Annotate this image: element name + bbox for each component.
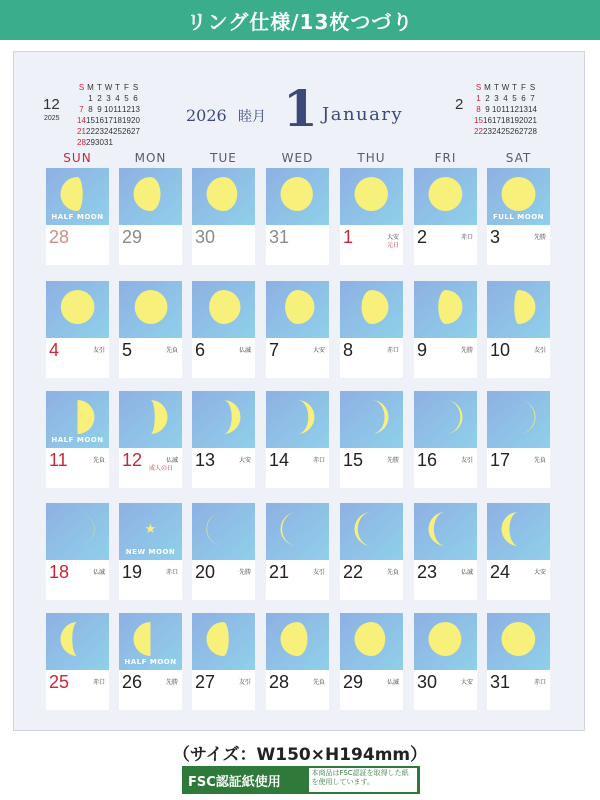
- mini-prev-dow: F: [124, 83, 129, 92]
- rokuyo-label: 先勝: [386, 457, 399, 464]
- day-cell: [46, 503, 109, 600]
- mini-next-day: 21: [528, 116, 537, 125]
- rokuyo-label: 先負: [92, 457, 105, 464]
- day-number: 13: [195, 450, 216, 470]
- mini-next-day: 2: [485, 94, 490, 103]
- weekday-tue: TUE: [210, 151, 237, 165]
- mini-prev-day: 15: [86, 116, 95, 125]
- banner-title: リング仕様/13枚つづり: [0, 0, 600, 40]
- day-number: 15: [343, 450, 364, 470]
- mini-next-day: 9: [485, 105, 490, 114]
- day-cell: [192, 168, 255, 265]
- day-cell: [340, 503, 403, 600]
- mini-next-day: 14: [528, 105, 537, 114]
- mini-next-month-number: 2: [455, 96, 464, 113]
- fsc-badge: [182, 766, 420, 794]
- day-number: 27: [195, 672, 216, 692]
- day-cell: [119, 168, 182, 265]
- day-cell: [414, 168, 477, 265]
- day-number: 31: [490, 672, 511, 692]
- day-cell: [414, 613, 477, 710]
- mini-prev-dow: T: [97, 83, 102, 92]
- mini-prev-day: 29: [86, 138, 95, 147]
- mini-prev-day: 17: [104, 116, 113, 125]
- day-cell: [414, 281, 477, 378]
- day-cell: [192, 503, 255, 600]
- rokuyo-label: 仏滅: [165, 457, 178, 464]
- mini-prev-day: 20: [131, 116, 140, 125]
- moon-icon: [502, 622, 536, 656]
- moon-sky: [487, 503, 550, 560]
- day-number: 12: [122, 450, 143, 470]
- mini-next-dow: M: [484, 83, 491, 92]
- rokuyo-label: 仏滅: [92, 569, 105, 576]
- moon-phase-label: HALF MOON: [51, 436, 104, 444]
- day-number: 19: [122, 562, 143, 582]
- day-number: 30: [417, 672, 438, 692]
- day-cell: [487, 168, 550, 265]
- size-caption: （サイズ：W150×H194mm）: [172, 745, 428, 765]
- moon-sky: [340, 281, 403, 338]
- day-cell: [414, 503, 477, 600]
- mini-prev-day: 9: [97, 105, 102, 114]
- day-cell: [340, 281, 403, 378]
- mini-prev-day: 25: [113, 127, 122, 136]
- day-number: 26: [122, 672, 143, 692]
- day-number: 3: [490, 227, 501, 247]
- day-cell: [487, 281, 550, 378]
- day-number: 30: [195, 227, 216, 247]
- day-cell: [266, 281, 329, 378]
- day-cell: [119, 503, 182, 600]
- day-number: 7: [269, 340, 280, 360]
- moon-sky: [340, 503, 403, 560]
- mini-next-day: 11: [501, 105, 510, 114]
- mini-next-day: 28: [528, 127, 537, 136]
- mini-next-day: 8: [476, 105, 481, 114]
- weekday-fri: FRI: [434, 151, 457, 165]
- day-number: 6: [195, 340, 206, 360]
- moon-sky: [266, 391, 329, 448]
- weekday-sat: SAT: [505, 151, 532, 165]
- rokuyo-label: 大安: [238, 457, 251, 464]
- mini-next-grid: [474, 82, 537, 137]
- mini-prev-day: 21: [77, 127, 86, 136]
- rokuyo-label: 友引: [533, 347, 546, 354]
- mini-next-day: 24: [492, 127, 501, 136]
- mini-prev-day: 10: [104, 105, 113, 114]
- mini-prev-dow: S: [132, 83, 139, 92]
- moon-sky: [46, 503, 109, 560]
- mini-next-day: 10: [492, 105, 501, 114]
- header-month-en: January: [322, 104, 404, 125]
- rokuyo-label: 友引: [238, 679, 251, 686]
- mini-next-day: 17: [492, 116, 501, 125]
- mini-prev-day: 8: [88, 105, 93, 114]
- mini-next-day: 12: [510, 105, 519, 114]
- day-cell: [46, 168, 109, 265]
- mini-next-day: 22: [474, 127, 483, 136]
- day-number: 17: [490, 450, 511, 470]
- mini-prev-day: 5: [124, 94, 129, 103]
- moon-icon: [429, 177, 463, 211]
- new-moon-star-icon: ★: [144, 522, 157, 537]
- day-number: 28: [269, 672, 290, 692]
- mini-prev-year: 2025: [44, 115, 60, 122]
- mini-next-day: 13: [519, 105, 528, 114]
- mini-calendar-next: [452, 84, 572, 154]
- mini-next-day: 20: [519, 116, 528, 125]
- mini-prev-day: 3: [106, 94, 111, 103]
- day-number: 9: [417, 340, 428, 360]
- moon-sky: [414, 168, 477, 225]
- mini-prev-day: [122, 137, 131, 148]
- day-cell: [119, 613, 182, 710]
- mini-prev-day: 22: [86, 127, 95, 136]
- mini-prev-day: 11: [113, 105, 122, 114]
- weekday-header: [45, 151, 555, 167]
- day-cell: [46, 613, 109, 710]
- day-cell: [266, 503, 329, 600]
- moon-sky: [119, 168, 182, 225]
- moon-sky: [340, 168, 403, 225]
- weekday-sun: SUN: [63, 151, 92, 165]
- mini-prev-day: 1: [88, 94, 93, 103]
- rokuyo-label: 赤口: [312, 457, 325, 464]
- moon-icon: [355, 177, 388, 211]
- mini-prev-day: 23: [95, 127, 104, 136]
- moon-sky: [414, 281, 477, 338]
- moon-sky: [192, 168, 255, 225]
- mini-next-day: 26: [510, 127, 519, 136]
- day-number: 21: [269, 562, 290, 582]
- day-cell: [487, 613, 550, 710]
- day-cell: [266, 613, 329, 710]
- rokuyo-label: 友引: [312, 569, 325, 576]
- rokuyo-label: 大安: [533, 569, 546, 576]
- day-cell: [192, 281, 255, 378]
- day-number: 25: [49, 672, 70, 692]
- day-number: 28: [49, 227, 70, 247]
- day-number: 31: [269, 227, 290, 247]
- holiday-label: 成人の日: [149, 465, 174, 472]
- day-cell: [487, 391, 550, 488]
- weekday-thu: THU: [357, 151, 386, 165]
- mini-calendar-prev: [40, 84, 160, 154]
- mini-prev-day: 16: [95, 116, 104, 125]
- day-number: 29: [343, 672, 364, 692]
- mini-prev-day: 12: [122, 105, 131, 114]
- day-number: 1: [343, 227, 354, 247]
- rokuyo-label: 大安: [312, 347, 325, 354]
- mini-prev-day: 18: [113, 116, 122, 125]
- header-month-number: 1: [283, 79, 318, 138]
- mini-prev-day: 2: [97, 94, 102, 103]
- moon-icon: [135, 290, 168, 324]
- mini-next-day: 27: [519, 127, 528, 136]
- rokuyo-label: 仏滅: [238, 347, 251, 354]
- day-number: 20: [195, 562, 216, 582]
- mini-prev-day: 19: [122, 116, 131, 125]
- rokuyo-label: 先勝: [460, 347, 473, 354]
- day-number: 18: [49, 562, 70, 582]
- mini-next-day: 16: [483, 116, 492, 125]
- moon-sky: [266, 281, 329, 338]
- rokuyo-label: 友引: [92, 347, 105, 354]
- weekday-wed: WED: [281, 151, 314, 165]
- day-number: 23: [417, 562, 438, 582]
- mini-next-day: 4: [503, 94, 508, 103]
- moon-sky: [266, 168, 329, 225]
- mini-next-dow: S: [529, 83, 536, 92]
- mini-prev-dow: M: [87, 83, 94, 92]
- moon-phase-label: HALF MOON: [51, 213, 104, 221]
- rokuyo-label: 先負: [533, 457, 546, 464]
- moon-sky: [266, 503, 329, 560]
- mini-prev-day: 30: [95, 138, 104, 147]
- day-number: 29: [122, 227, 143, 247]
- mini-next-day: 19: [510, 116, 519, 125]
- moon-sky: [487, 281, 550, 338]
- moon-sky: [340, 613, 403, 670]
- mini-next-day: 5: [512, 94, 517, 103]
- moon-phase-label: NEW MOON: [125, 548, 176, 556]
- moon-sky: [192, 391, 255, 448]
- moon-sky: [192, 503, 255, 560]
- moon-sky: [414, 503, 477, 560]
- mini-next-dow: T: [494, 83, 499, 92]
- moon-sky: [46, 613, 109, 670]
- mini-next-day: 23: [483, 127, 492, 136]
- rokuyo-label: 先負: [312, 679, 325, 686]
- moon-sky: [487, 391, 550, 448]
- moon-sky: [340, 391, 403, 448]
- mini-next-dow: F: [521, 83, 526, 92]
- moon-sky: [119, 281, 182, 338]
- moon-sky: [119, 391, 182, 448]
- mini-next-dow: T: [512, 83, 517, 92]
- mini-prev-day: 26: [122, 127, 131, 136]
- fsc-note: 本商品はFSC認証を取得した紙を使用しています。: [309, 768, 417, 792]
- mini-next-day: 3: [494, 94, 499, 103]
- rokuyo-label: 赤口: [92, 679, 105, 686]
- day-cell: [414, 391, 477, 488]
- header-month-jp: 睦月: [238, 109, 266, 125]
- moon-sky: [414, 613, 477, 670]
- moon-phase-label: FULL MOON: [492, 213, 545, 221]
- fsc-label: FSC認証紙使用: [188, 774, 281, 790]
- moon-sky: [414, 391, 477, 448]
- day-cell: [340, 391, 403, 488]
- moon-icon: [502, 177, 536, 211]
- day-cell: [340, 613, 403, 710]
- mini-prev-day: 14: [77, 116, 86, 125]
- mini-prev-dow: S: [78, 83, 85, 92]
- moon-sky: [192, 613, 255, 670]
- day-cell: [266, 168, 329, 265]
- day-number: 16: [417, 450, 438, 470]
- rokuyo-label: 先勝: [238, 569, 251, 576]
- mini-prev-day: 7: [79, 105, 84, 114]
- rokuyo-label: 先勝: [165, 679, 178, 686]
- day-cell: [266, 391, 329, 488]
- mini-next-day: 6: [521, 94, 526, 103]
- day-number: 8: [343, 340, 354, 360]
- mini-prev-day: 31: [104, 138, 113, 147]
- day-number: 11: [49, 450, 68, 470]
- day-cell: [119, 281, 182, 378]
- rokuyo-label: 赤口: [386, 347, 399, 354]
- mini-prev-day: 13: [131, 105, 140, 114]
- mini-prev-dow: W: [104, 83, 113, 92]
- mini-next-day: 18: [501, 116, 510, 125]
- mini-prev-day: 6: [133, 94, 138, 103]
- moon-sky: [266, 613, 329, 670]
- mini-prev-day: [113, 137, 122, 148]
- mini-prev-grid: [77, 82, 140, 148]
- rokuyo-label: 大安: [386, 234, 399, 241]
- day-cell: [46, 281, 109, 378]
- mini-prev-day: [77, 93, 86, 104]
- mini-next-dow: W: [501, 83, 510, 92]
- day-number: 5: [122, 340, 133, 360]
- mini-prev-day: 4: [115, 94, 120, 103]
- mini-next-dow: S: [475, 83, 482, 92]
- moon-icon: [429, 622, 462, 656]
- moon-phase-label: HALF MOON: [124, 658, 177, 666]
- rokuyo-label: 大安: [460, 679, 473, 686]
- moon-sky: [46, 281, 109, 338]
- moon-icon: [61, 290, 95, 324]
- moon-sky: [192, 281, 255, 338]
- rokuyo-label: 赤口: [165, 569, 178, 576]
- mini-next-day: 1: [476, 94, 481, 103]
- mini-prev-dow: T: [115, 83, 120, 92]
- mini-prev-day: 24: [104, 127, 113, 136]
- rokuyo-label: 友引: [460, 457, 473, 464]
- day-number: 2: [417, 227, 428, 247]
- day-cell: [192, 391, 255, 488]
- day-number: 10: [490, 340, 511, 360]
- rokuyo-label: 仏滅: [386, 679, 399, 686]
- weekday-mon: MON: [134, 151, 167, 165]
- mini-prev-month-number: 12: [43, 96, 60, 113]
- rokuyo-label: 赤口: [533, 679, 546, 686]
- day-number: 4: [49, 340, 60, 360]
- mini-next-day: 7: [530, 94, 535, 103]
- day-cell: [119, 391, 182, 488]
- rokuyo-label: 先負: [165, 347, 178, 354]
- day-cell: [192, 613, 255, 710]
- mini-next-day: 25: [501, 127, 510, 136]
- day-cell: [46, 391, 109, 488]
- rokuyo-label: 先勝: [533, 234, 546, 241]
- holiday-label: 元日: [386, 242, 399, 249]
- rokuyo-label: 赤口: [460, 234, 473, 241]
- rokuyo-label: 仏滅: [460, 569, 473, 576]
- day-number: 14: [269, 450, 290, 470]
- mini-prev-day: 27: [131, 127, 140, 136]
- day-cell: [487, 503, 550, 600]
- mini-prev-day: 28: [77, 138, 86, 147]
- mini-next-day: 15: [474, 116, 483, 125]
- moon-sky: [487, 613, 550, 670]
- header-year: 2026: [186, 106, 227, 125]
- day-number: 22: [343, 562, 364, 582]
- rokuyo-label: 先負: [386, 569, 399, 576]
- day-number: 24: [490, 562, 511, 582]
- day-cell: [340, 168, 403, 265]
